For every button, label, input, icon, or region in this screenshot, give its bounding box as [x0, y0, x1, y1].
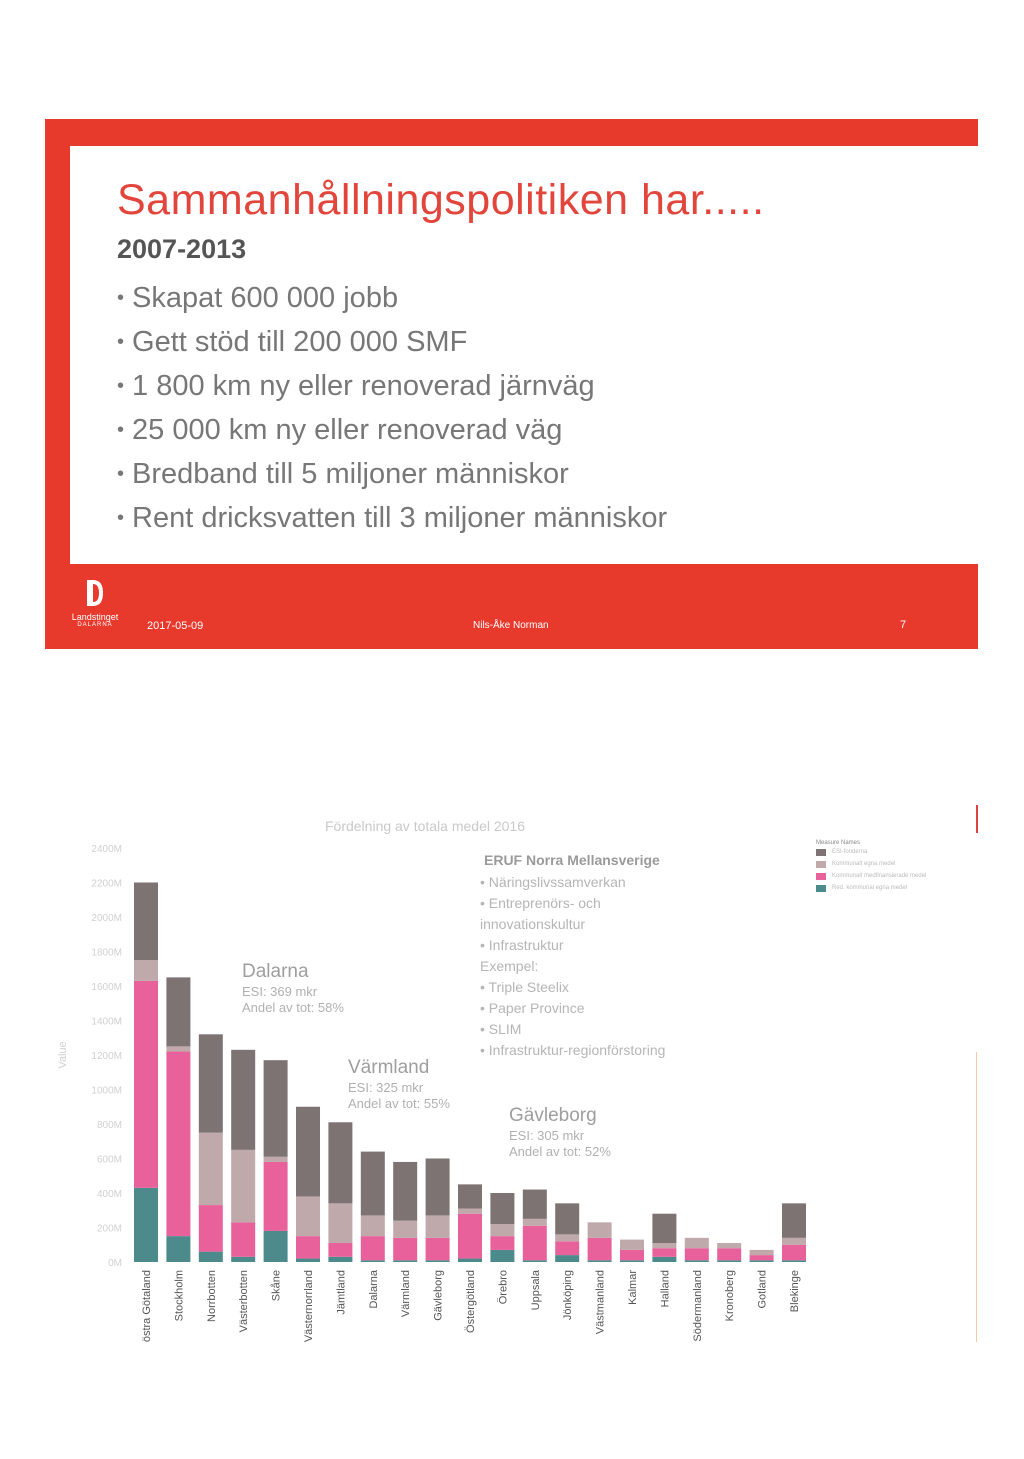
annotation-line: Andel av tot: 58%: [242, 1000, 344, 1015]
annotation-gavleborg: [509, 1104, 611, 1160]
y-axis-label: Value: [57, 1041, 69, 1069]
bar-segment: [652, 1243, 676, 1248]
bar-segment: [588, 1238, 612, 1260]
x-tick-label: Skåne: [270, 1270, 283, 1302]
bullet-list: [117, 276, 667, 540]
bar-segment: [717, 1260, 741, 1262]
x-tick-label: Jämtland: [335, 1270, 348, 1315]
slide-period: 2007-2013: [117, 234, 247, 264]
y-tick-label: 2200M: [91, 878, 122, 890]
bar-segment: [588, 1260, 612, 1262]
edge-marker: [976, 805, 978, 833]
x-tick-label: Halland: [659, 1270, 672, 1308]
bar-segment: [490, 1250, 514, 1262]
legend-item: [816, 870, 926, 882]
bar-segment: [782, 1238, 806, 1245]
bar-segment: [328, 1257, 352, 1262]
callout-line: innovationskultur: [480, 916, 586, 932]
logo-subtext: DALARNA: [77, 622, 113, 628]
callout-line: • Näringslivssamverkan: [480, 874, 626, 890]
footer-page-number: 7: [900, 619, 907, 631]
x-tick-label: Dalarna: [367, 1270, 380, 1309]
bar-segment: [134, 883, 158, 961]
bar-segment: [523, 1226, 547, 1261]
bar-segment: [426, 1215, 450, 1237]
callout-line: • Paper Province: [480, 1000, 585, 1016]
bullet-item: • 25 000 km ny eller renoverad väg: [117, 408, 667, 452]
legend-swatch: [816, 849, 826, 856]
annotation-title: Värmland: [348, 1057, 430, 1078]
footer-date: 2017-05-09: [147, 620, 204, 632]
bar-segment: [523, 1219, 547, 1226]
bar-segment: [426, 1260, 450, 1262]
bar-segment: [199, 1252, 223, 1262]
chart-legend: [816, 840, 926, 894]
y-tick-label: 1600M: [91, 982, 122, 993]
y-tick-label: 1800M: [91, 947, 122, 959]
bar-segment: [652, 1248, 676, 1257]
bar-segment: [458, 1214, 482, 1259]
bar-segment: [458, 1209, 482, 1214]
bar-segment: [458, 1184, 482, 1208]
bar-segment: [166, 1046, 190, 1051]
x-tick-label: Gävleborg: [432, 1270, 445, 1321]
x-tick-label: Blekinge: [789, 1270, 801, 1313]
bar-segment: [620, 1240, 644, 1250]
legend-item: [816, 858, 926, 870]
legend-label: ESI-fonderna: [832, 849, 868, 855]
annotation-line: ESI: 305 mkr: [509, 1127, 585, 1143]
bar-segment: [652, 1257, 676, 1262]
slide-title: Sammanhållningspolitiken har.....: [117, 176, 765, 224]
bar-segment: [717, 1248, 741, 1260]
y-tick-label: 600M: [96, 1154, 122, 1166]
x-tick-label: Stockholm: [173, 1270, 186, 1322]
bullet-item: • Bredband till 5 miljoner människor: [117, 452, 667, 496]
x-tick-label: Västernorrland: [303, 1270, 315, 1343]
bar-segment: [490, 1224, 514, 1236]
bar-segment: [166, 1052, 190, 1237]
y-tick-label: 2400M: [91, 844, 122, 855]
bar-segment: [231, 1222, 255, 1257]
legend-label: Red. kommunal egna medel: [832, 885, 908, 891]
legend-item: [816, 846, 926, 858]
bar-segment: [166, 1236, 190, 1262]
x-tick-label: Norrbotten: [205, 1270, 218, 1322]
annotation-title: Dalarna: [242, 961, 309, 982]
x-tick-label: Gotland: [756, 1270, 769, 1309]
bar-segment: [134, 960, 158, 981]
callout-line: Exempel:: [480, 958, 539, 974]
bar-segment: [231, 1257, 255, 1262]
bar-segment: [490, 1236, 514, 1250]
footer-author: Nils-Åke Norman: [473, 620, 549, 631]
bar-segment: [393, 1238, 417, 1260]
x-tick-label: Östergötland: [465, 1270, 477, 1333]
bar-segment: [685, 1248, 709, 1260]
x-tick-label: Värmland: [400, 1270, 413, 1318]
bar-segment: [264, 1162, 288, 1231]
bar-segment: [361, 1236, 385, 1260]
y-tick-label: 800M: [96, 1120, 122, 1131]
callout-line: • Entreprenörs- och: [480, 895, 601, 911]
x-tick-label: Södermanland: [691, 1270, 704, 1342]
bar-segment: [490, 1193, 514, 1224]
slide: [45, 119, 978, 649]
x-tick-label: Örebro: [497, 1270, 510, 1305]
chart-title: Fördelning av totala medel 2016: [324, 818, 526, 834]
callout-line: • SLIM: [480, 1021, 522, 1037]
callout-line: • Triple Steelix: [480, 979, 569, 995]
slide-footer: [45, 564, 978, 649]
y-tick-label: 1200M: [91, 1051, 122, 1062]
y-tick-label: 200M: [96, 1223, 122, 1235]
bar-segment: [555, 1241, 579, 1255]
bar-segment: [328, 1243, 352, 1257]
landstinget-logo: [63, 580, 127, 628]
legend-swatch: [816, 873, 826, 880]
bar-segment: [750, 1255, 774, 1260]
legend-title: Measure Names: [816, 840, 861, 846]
x-tick-label: östra Götaland: [141, 1270, 153, 1343]
x-tick-label: Kronoberg: [724, 1270, 737, 1322]
bar-segment: [782, 1203, 806, 1238]
bar-segment: [134, 1188, 158, 1262]
bar-segment: [750, 1260, 774, 1262]
edge-line: [976, 1052, 977, 1342]
annotation-line: ESI: 369 mkr: [242, 983, 318, 999]
bullet-item: • Skapat 600 000 jobb: [117, 276, 667, 320]
landstinget-logo-icon: [85, 580, 105, 606]
callout-list: [480, 872, 665, 1061]
bar-segment: [393, 1260, 417, 1262]
y-tick-label: 400M: [96, 1189, 122, 1200]
bar-segment: [264, 1231, 288, 1262]
eruf-callout: [480, 852, 665, 1061]
y-tick-label: 1000M: [91, 1085, 122, 1097]
bar-segment: [199, 1034, 223, 1132]
bar-segment: [231, 1150, 255, 1222]
bar-segment: [393, 1221, 417, 1238]
bar-segment: [426, 1159, 450, 1216]
bar-segment: [264, 1157, 288, 1162]
x-tick-label: Uppsala: [529, 1270, 542, 1311]
bar-segment: [555, 1255, 579, 1262]
bar-segment: [296, 1107, 320, 1197]
bar-segment: [685, 1260, 709, 1262]
bar-segment: [458, 1259, 482, 1262]
bar-segment: [620, 1250, 644, 1260]
legend-item: [816, 882, 926, 894]
bar-segment: [782, 1245, 806, 1261]
annotation-title: Gävleborg: [509, 1105, 597, 1126]
bar-segment: [296, 1236, 320, 1258]
bar-segment: [717, 1243, 741, 1248]
bar-segment: [264, 1060, 288, 1157]
bar-segment: [620, 1260, 644, 1262]
slide-content-area: [70, 146, 978, 564]
bar-segment: [361, 1215, 385, 1236]
bar-segment: [328, 1203, 352, 1243]
annotation-dalarna: [242, 960, 344, 1016]
bar-segment: [199, 1133, 223, 1205]
bar-segment: [555, 1203, 579, 1234]
bar-segment: [361, 1260, 385, 1262]
bar-segment: [523, 1190, 547, 1219]
legend-label: Kommunalt egna medel: [832, 861, 896, 867]
x-tick-label: Västerbotten: [238, 1270, 251, 1333]
bar-segment: [685, 1238, 709, 1248]
bar-segment: [296, 1259, 320, 1262]
bar-segment: [782, 1260, 806, 1262]
bar-segment: [296, 1196, 320, 1236]
bar-segment: [555, 1234, 579, 1241]
annotation-line: ESI: 325 mkr: [348, 1079, 424, 1095]
bar-segment: [231, 1050, 255, 1150]
legend-label: Kommunalt medfinansierade medel: [832, 873, 927, 879]
bullet-item: • 1 800 km ny eller renoverad järnväg: [117, 364, 667, 408]
x-tick-label: Kalmar: [627, 1270, 639, 1305]
bar-segment: [166, 977, 190, 1046]
bar-segment: [328, 1122, 352, 1203]
bar-segment: [393, 1162, 417, 1221]
bar-segment: [199, 1205, 223, 1252]
bar-segment: [588, 1222, 612, 1238]
y-tick-label: 2000M: [91, 913, 122, 924]
bar-segment: [652, 1214, 676, 1243]
annotation-line: Andel av tot: 52%: [509, 1144, 611, 1159]
bar-segment: [426, 1238, 450, 1260]
logo-text: Landstinget: [71, 612, 119, 622]
legend-swatch: [816, 885, 826, 892]
bar-segment: [134, 981, 158, 1188]
bullet-item: • Gett stöd till 200 000 SMF: [117, 320, 667, 364]
y-tick-label: 0M: [108, 1258, 122, 1269]
callout-line: • Infrastruktur: [480, 937, 564, 953]
bar-segment: [361, 1152, 385, 1216]
annotation-line: Andel av tot: 55%: [348, 1096, 450, 1111]
legend-swatch: [816, 861, 826, 868]
x-tick-label: Jönköping: [562, 1270, 575, 1321]
bullet-item: • Rent dricksvatten till 3 miljoner människor: [117, 496, 667, 540]
callout-title: ERUF Norra Mellansverige: [484, 852, 660, 868]
bar-segment: [523, 1260, 547, 1262]
callout-line: • Infrastruktur-regionförstoring: [480, 1042, 666, 1058]
y-tick-label: 1400M: [91, 1016, 122, 1028]
bar-segment: [750, 1250, 774, 1255]
annotation-varmland: [348, 1056, 450, 1112]
x-tick-label: Västmanland: [594, 1270, 607, 1335]
